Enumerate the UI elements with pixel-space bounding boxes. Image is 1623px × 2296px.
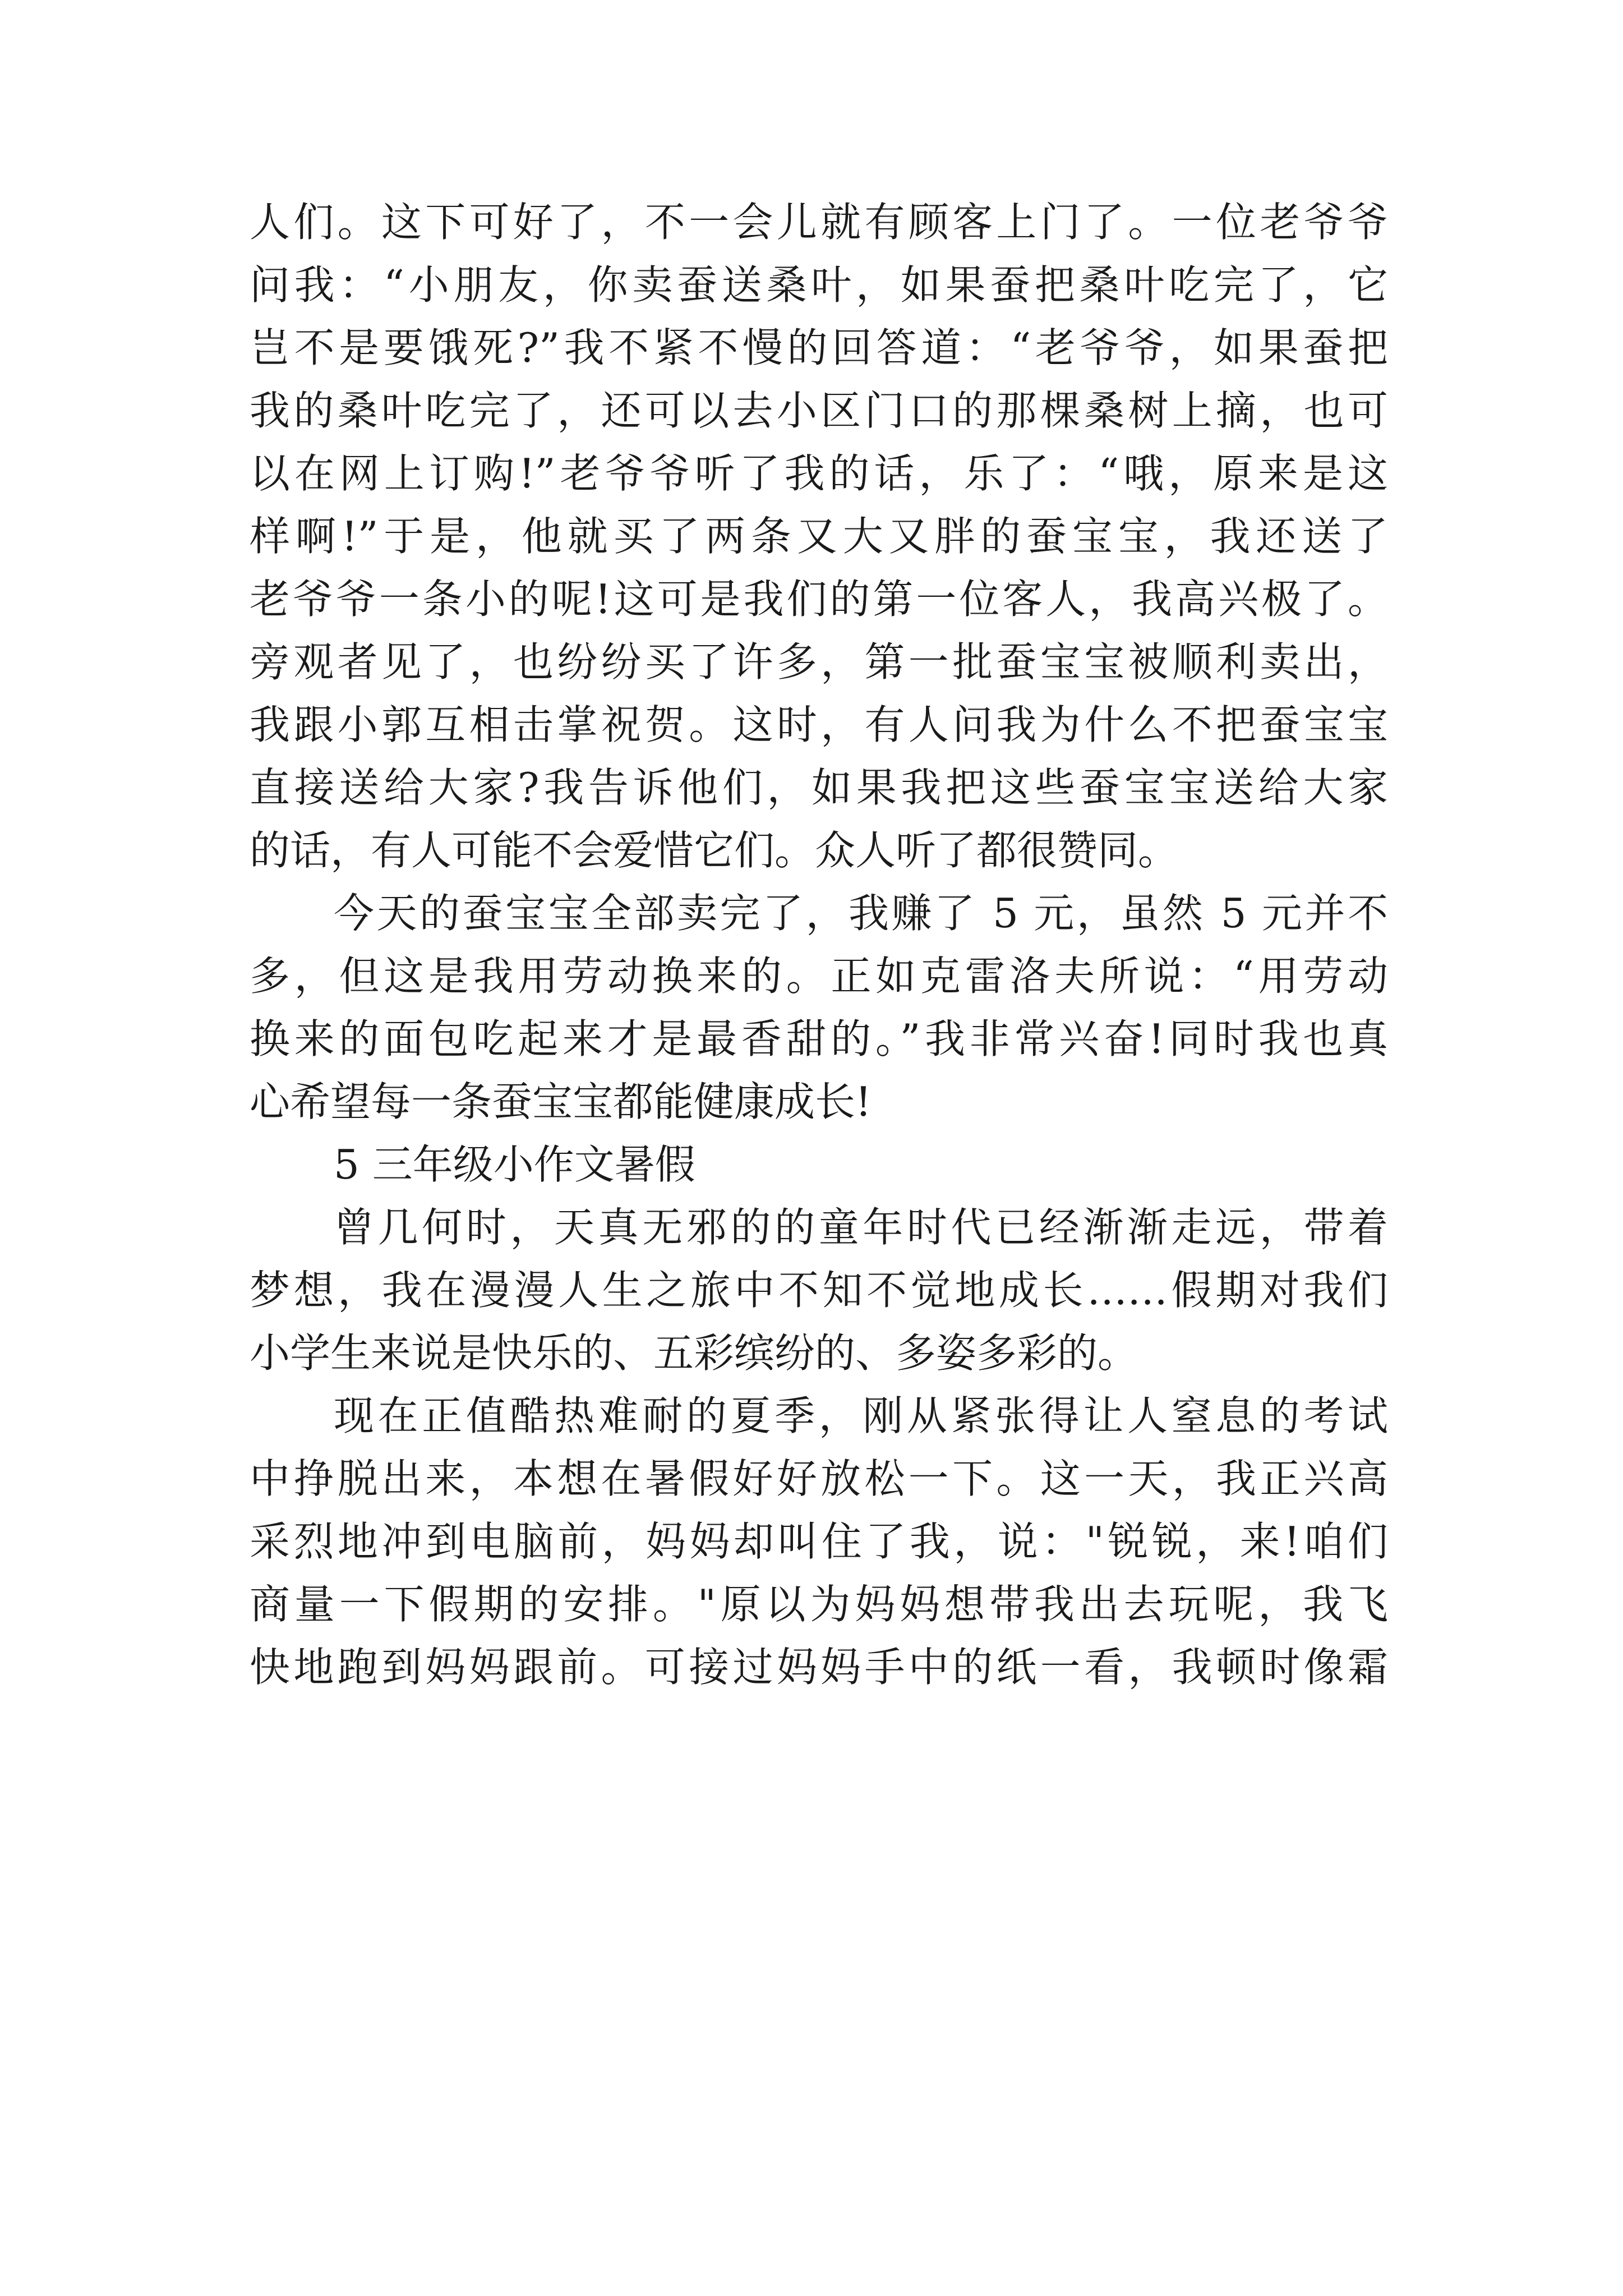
text-line: 旁观者见了，也纷纷买了许多，第一批蚕宝宝被顺利卖出， (250, 638, 1388, 685)
text-line: 直接送给大家?我告诉他们，如果我把这些蚕宝宝送给大家 (250, 764, 1388, 811)
text-line: 老爷爷一条小的呢!这可是我们的第一位客人，我高兴极了。 (250, 576, 1388, 623)
text-line: 梦想，我在漫漫人生之旅中不知不觉地成长……假期对我们 (250, 1267, 1388, 1314)
paragraph-first-line: 今天的蚕宝宝全部卖完了，我赚了 5 元，虽然 5 元并不 (334, 890, 1388, 937)
text-line: 快地跑到妈妈跟前。可接过妈妈手中的纸一看，我顿时像霜 (250, 1644, 1388, 1691)
text-line: 人们。这下可好了，不一会儿就有顾客上门了。一位老爷爷 (250, 199, 1388, 246)
text-line: 多，但这是我用劳动换来的。正如克雷洛夫所说：“用劳动 (250, 953, 1388, 1000)
text-line: 以在网上订购!”老爷爷听了我的话，乐了：“哦，原来是这 (250, 450, 1388, 497)
text-line: 我跟小郭互相击掌祝贺。这时，有人问我为什么不把蚕宝宝 (250, 701, 1388, 748)
text-line: 小学生来说是快乐的、五彩缤纷的、多姿多彩的。 (250, 1329, 1138, 1377)
text-line: 中挣脱出来，本想在暑假好好放松一下。这一天，我正兴高 (250, 1455, 1388, 1502)
text-line: 采烈地冲到电脑前，妈妈却叫住了我，说："锐锐，来!咱们 (250, 1518, 1388, 1565)
text-line: 的话，有人可能不会爱惜它们。众人听了都很赞同。 (250, 827, 1179, 874)
text-line: 岂不是要饿死?”我不紧不慢的回答道：“老爷爷，如果蚕把 (250, 324, 1388, 371)
text-line: 心希望每一条蚕宝宝都能健康成长! (250, 1078, 872, 1125)
text-line: 商量一下假期的安排。"原以为妈妈想带我出去玩呢，我飞 (250, 1581, 1388, 1628)
paragraph-first-line: 曾几何时，天真无邪的的童年时代已经渐渐走远，带着 (334, 1204, 1388, 1251)
section-heading: 5 三年级小作文暑假 (334, 1141, 695, 1188)
text-line: 问我：“小朋友，你卖蚕送桑叶，如果蚕把桑叶吃完了，它 (250, 261, 1388, 309)
text-line: 样啊!”于是，他就买了两条又大又胖的蚕宝宝，我还送了 (250, 513, 1388, 560)
text-line: 我的桑叶吃完了，还可以去小区门口的那棵桑树上摘，也可 (250, 387, 1388, 434)
paragraph-first-line: 现在正值酷热难耐的夏季，刚从紧张得让人窒息的考试 (334, 1392, 1388, 1439)
text-line: 换来的面包吃起来才是最香甜的。”我非常兴奋!同时我也真 (250, 1015, 1388, 1062)
body-text (250, 191, 1388, 1699)
